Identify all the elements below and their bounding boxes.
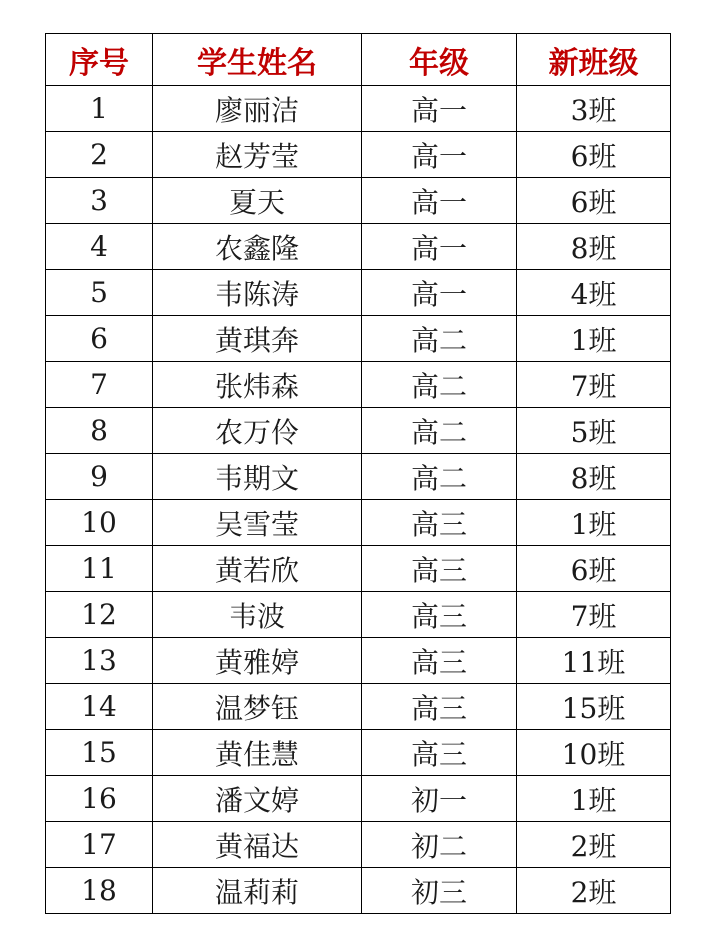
table-row [46, 178, 671, 224]
header-index: 序号 [46, 34, 153, 86]
cell-index: 17 [46, 822, 153, 868]
cell-student-name: 农万伶 [153, 408, 362, 454]
cell-student-name: 黄雅婷 [153, 638, 362, 684]
cell-new-class: 3班 [517, 86, 671, 132]
cell-index: 16 [46, 776, 153, 822]
cell-student-name: 张炜森 [153, 362, 362, 408]
cell-grade: 高三 [362, 546, 517, 592]
cell-index: 14 [46, 684, 153, 730]
cell-grade: 高一 [362, 86, 517, 132]
cell-grade: 高二 [362, 454, 517, 500]
cell-grade: 高三 [362, 592, 517, 638]
cell-grade: 高二 [362, 408, 517, 454]
cell-student-name: 黄佳慧 [153, 730, 362, 776]
cell-new-class: 6班 [517, 132, 671, 178]
student-class-table-container [45, 33, 670, 914]
table-row [46, 86, 671, 132]
cell-index: 15 [46, 730, 153, 776]
cell-new-class: 7班 [517, 362, 671, 408]
cell-student-name: 黄福达 [153, 822, 362, 868]
table-row [46, 362, 671, 408]
cell-grade: 高三 [362, 638, 517, 684]
table-row [46, 592, 671, 638]
cell-index: 5 [46, 270, 153, 316]
cell-grade: 高二 [362, 316, 517, 362]
cell-grade: 高一 [362, 132, 517, 178]
cell-student-name: 潘文婷 [153, 776, 362, 822]
cell-student-name: 韦期文 [153, 454, 362, 500]
cell-index: 18 [46, 868, 153, 914]
cell-student-name: 黄若欣 [153, 546, 362, 592]
cell-grade: 高一 [362, 224, 517, 270]
table-row [46, 500, 671, 546]
table-row [46, 270, 671, 316]
cell-index: 9 [46, 454, 153, 500]
table-row [46, 224, 671, 270]
cell-student-name: 黄琪奔 [153, 316, 362, 362]
cell-index: 10 [46, 500, 153, 546]
cell-grade: 初三 [362, 868, 517, 914]
cell-index: 7 [46, 362, 153, 408]
cell-new-class: 2班 [517, 822, 671, 868]
cell-new-class: 10班 [517, 730, 671, 776]
table-row [46, 776, 671, 822]
cell-grade: 高二 [362, 362, 517, 408]
table-row [46, 684, 671, 730]
cell-new-class: 7班 [517, 592, 671, 638]
table-row [46, 730, 671, 776]
cell-new-class: 1班 [517, 316, 671, 362]
cell-new-class: 1班 [517, 776, 671, 822]
cell-student-name: 廖丽洁 [153, 86, 362, 132]
cell-new-class: 11班 [517, 638, 671, 684]
table-row [46, 822, 671, 868]
cell-new-class: 6班 [517, 178, 671, 224]
cell-index: 3 [46, 178, 153, 224]
cell-new-class: 8班 [517, 224, 671, 270]
cell-grade: 高三 [362, 684, 517, 730]
header-new-class: 新班级 [517, 34, 671, 86]
cell-index: 13 [46, 638, 153, 684]
table-row [46, 408, 671, 454]
cell-new-class: 8班 [517, 454, 671, 500]
cell-new-class: 5班 [517, 408, 671, 454]
cell-index: 12 [46, 592, 153, 638]
cell-new-class: 1班 [517, 500, 671, 546]
cell-grade: 高一 [362, 270, 517, 316]
cell-index: 1 [46, 86, 153, 132]
cell-index: 6 [46, 316, 153, 362]
table-row [46, 316, 671, 362]
cell-index: 4 [46, 224, 153, 270]
cell-index: 2 [46, 132, 153, 178]
cell-student-name: 夏天 [153, 178, 362, 224]
cell-student-name: 赵芳莹 [153, 132, 362, 178]
cell-new-class: 4班 [517, 270, 671, 316]
table-row [46, 638, 671, 684]
cell-new-class: 15班 [517, 684, 671, 730]
cell-student-name: 温梦钰 [153, 684, 362, 730]
student-class-table [45, 33, 671, 914]
cell-index: 8 [46, 408, 153, 454]
cell-index: 11 [46, 546, 153, 592]
cell-student-name: 韦陈涛 [153, 270, 362, 316]
cell-grade: 高三 [362, 500, 517, 546]
table-row [46, 868, 671, 914]
cell-student-name: 吴雪莹 [153, 500, 362, 546]
table-row [46, 132, 671, 178]
table-header-row [46, 34, 671, 86]
cell-student-name: 农鑫隆 [153, 224, 362, 270]
cell-new-class: 2班 [517, 868, 671, 914]
header-student-name: 学生姓名 [153, 34, 362, 86]
cell-student-name: 温莉莉 [153, 868, 362, 914]
cell-new-class: 6班 [517, 546, 671, 592]
table-body [46, 86, 671, 914]
cell-grade: 初一 [362, 776, 517, 822]
cell-grade: 高三 [362, 730, 517, 776]
cell-student-name: 韦波 [153, 592, 362, 638]
cell-grade: 初二 [362, 822, 517, 868]
cell-grade: 高一 [362, 178, 517, 224]
header-grade: 年级 [362, 34, 517, 86]
table-row [46, 546, 671, 592]
table-row [46, 454, 671, 500]
